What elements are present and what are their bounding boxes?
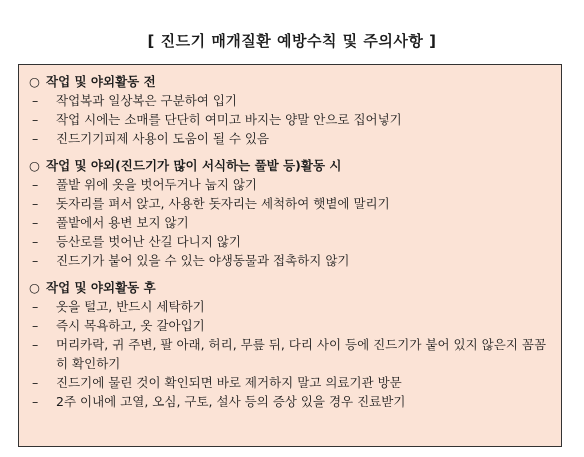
- list-item-text: 돗자리를 펴서 앉고, 사용한 돗자리는 세척하여 햇볕에 말리기: [56, 196, 390, 211]
- section-heading: [29, 278, 551, 297]
- section-heading-text: 작업 및 야외활동 전: [46, 74, 156, 89]
- page-title: [ 진드기 매개질환 예방수칙 및 주의사항 ]: [147, 32, 437, 50]
- dash-bullet-icon: –: [32, 177, 39, 192]
- section-heading: [29, 156, 551, 175]
- list-item: [29, 194, 551, 213]
- list-item-text: 즉시 목욕하고, 옷 갈아입기: [56, 318, 205, 333]
- dash-bullet-icon: –: [32, 196, 39, 211]
- list-item-text: 등산로를 벗어난 산길 다니지 않기: [56, 234, 241, 249]
- dash-bullet-icon: –: [32, 375, 39, 390]
- list-item: [29, 129, 551, 148]
- section-after-activity: [29, 278, 551, 411]
- circle-bullet-icon: ○: [29, 74, 40, 89]
- list-item: [29, 316, 551, 335]
- dash-bullet-icon: –: [32, 299, 39, 314]
- circle-bullet-icon: ○: [29, 158, 40, 173]
- list-item: [29, 110, 551, 129]
- list-item: [29, 213, 551, 232]
- dash-bullet-icon: –: [32, 93, 39, 108]
- dash-bullet-icon: –: [32, 112, 39, 127]
- list-item-text: 진드기에 물린 것이 확인되면 바로 제거하지 말고 의료기관 방문: [56, 375, 402, 390]
- dash-bullet-icon: –: [32, 253, 39, 268]
- list-item: [29, 91, 551, 110]
- dash-bullet-icon: –: [32, 394, 39, 409]
- dash-bullet-icon: –: [32, 337, 39, 352]
- list-item: [29, 297, 551, 316]
- dash-bullet-icon: –: [32, 234, 39, 249]
- section-heading: [29, 72, 551, 91]
- list-item-text: 작업복과 일상복은 구분하여 입기: [56, 93, 237, 108]
- section-heading-text: 작업 및 야외활동 후: [46, 280, 156, 295]
- list-item-text: 머리카락, 귀 주변, 팔 아래, 허리, 무릎 뒤, 다리 사이 등에 진드기가 붙어 있지 않은지 꼼꼼히 확인하기: [56, 337, 547, 371]
- list-item: [29, 335, 551, 373]
- dash-bullet-icon: –: [32, 318, 39, 333]
- dash-bullet-icon: –: [32, 131, 39, 146]
- list-item-text: 풀밭에서 용변 보지 않기: [56, 215, 189, 230]
- list-item: [29, 392, 551, 411]
- list-item: [29, 251, 551, 270]
- list-item: [29, 232, 551, 251]
- section-heading-text: 작업 및 야외(진드기가 많이 서식하는 풀밭 등)활동 시: [46, 158, 342, 173]
- list-item: [29, 175, 551, 194]
- list-item-text: 진드기기피제 사용이 도움이 될 수 있음: [56, 131, 270, 146]
- list-item: [29, 373, 551, 392]
- dash-bullet-icon: –: [32, 215, 39, 230]
- list-item-text: 풀밭 위에 옷을 벗어두거나 눕지 않기: [56, 177, 257, 192]
- list-item-text: 2주 이내에 고열, 오심, 구토, 설사 등의 증상 있을 경우 진료받기: [56, 394, 406, 409]
- section-before-activity: [29, 72, 551, 148]
- list-item-text: 진드기가 붙어 있을 수 있는 야생동물과 접촉하지 않기: [56, 253, 350, 268]
- list-item-text: 옷을 털고, 반드시 세탁하기: [56, 299, 205, 314]
- circle-bullet-icon: ○: [29, 280, 40, 295]
- list-item-text: 작업 시에는 소매를 단단히 여미고 바지는 양말 안으로 집어넣기: [56, 112, 402, 127]
- precautions-box: [18, 64, 562, 447]
- section-during-activity: [29, 156, 551, 270]
